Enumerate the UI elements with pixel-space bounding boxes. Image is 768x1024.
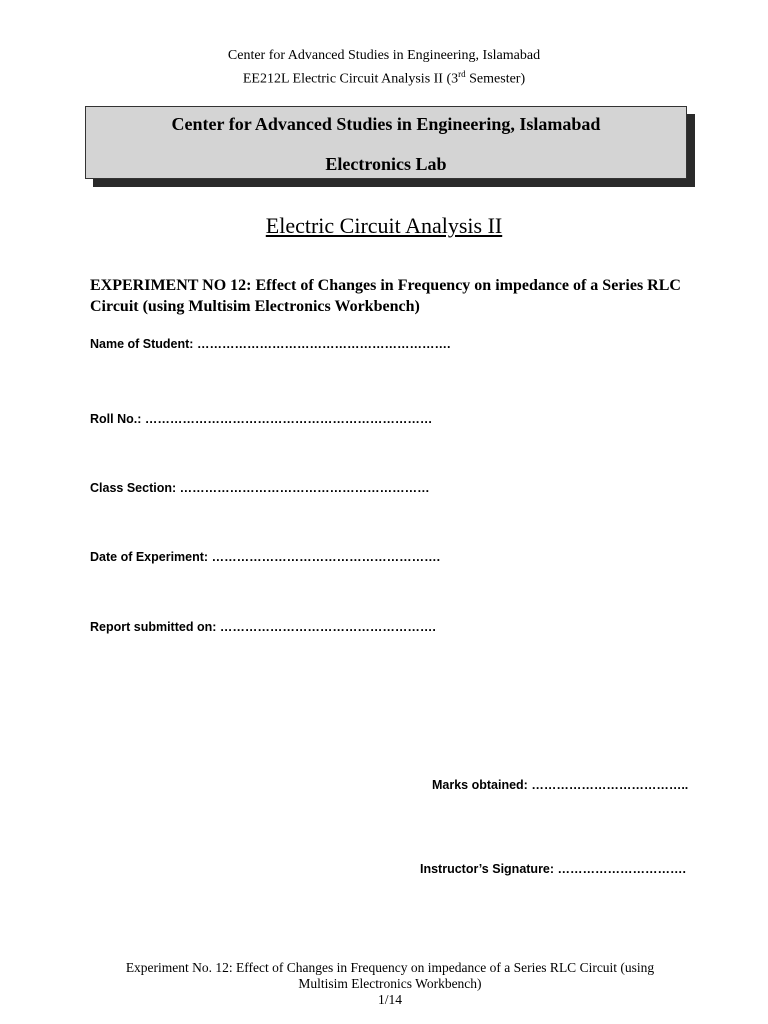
title-box-lab: Electronics Lab [325,154,447,174]
footer-line-1: Experiment No. 12: Effect of Changes in Frequency on impedance of a Series RLC Circuit (using [125,960,655,975]
field-marks-obtained[interactable] [432,778,688,792]
field-dots: ……………………………….. [531,778,689,792]
field-date-of-experiment[interactable] [90,550,440,564]
field-dots: ………………………………………………. [211,550,441,564]
field-label: Date of Experiment: [90,550,212,564]
field-roll-no[interactable] [90,412,432,426]
field-label: Roll No.: [90,412,145,426]
header-line-1: Center for Advanced Studies in Engineering, Islamabad [227,48,541,63]
field-label: Report submitted on: [90,620,220,634]
header-line-2 [0,65,768,89]
title-box [85,106,687,179]
experiment-title: EXPERIMENT NO 12: Effect of Changes in Frequency on impedance of a Series RLC Circuit (using Multisim Electronics Workbench) [90,277,681,315]
field-report-submitted[interactable] [90,620,436,634]
field-class-section[interactable] [90,481,430,495]
field-dots: ……………………………………………. [219,620,436,634]
field-dots: …………………………………………………… [179,481,430,495]
footer-line-2: Multisim Electronics Workbench) [298,976,482,991]
title-box-institution: Center for Advanced Studies in Engineering, Islamabad [171,114,601,134]
field-label: Marks obtained: [432,778,532,792]
header-superscript: rd [458,69,466,79]
field-label: Name of Student: [90,337,197,351]
field-dots: …………………………. [557,862,687,876]
header-course-text: EE212L Electric Circuit Analysis II (3 [242,71,459,87]
page-number: 1/14 [377,992,402,1007]
page-footer [80,960,700,1008]
field-dots: …………………………………………………………… [144,412,433,426]
doc-title: Electric Circuit Analysis II [265,213,503,238]
header-semester-text: Semester) [465,71,526,87]
field-dots: ……………………………………………………. [196,337,451,351]
page-header [0,47,768,89]
field-label: Class Section: [90,481,180,495]
field-instructor-signature[interactable] [420,862,686,876]
field-name-of-student[interactable] [90,337,450,351]
field-label: Instructor’s Signature: [420,862,558,876]
